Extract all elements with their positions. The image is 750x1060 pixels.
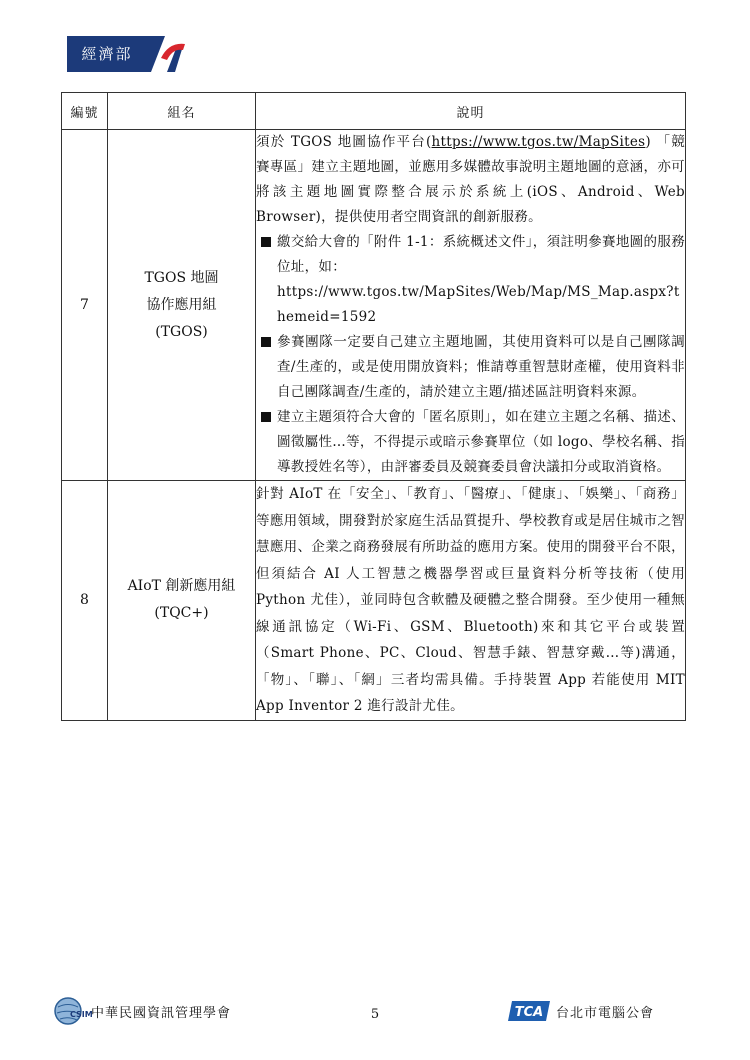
bullet1-url: https://www.tgos.tw/MapSites/Web/Map/MS_Map.aspx?themeid=1592: [277, 284, 680, 325]
row7-group-line3: (TGOS): [155, 323, 208, 340]
header-no: 編號: [62, 93, 108, 130]
row8-group-line1: AIoT 創新應用組: [127, 578, 236, 595]
table-row-7: [62, 130, 686, 481]
row7-intro-pre: 須於 TGOS 地圖協作平台(: [256, 134, 432, 150]
bullet2-text: 參賽團隊一定要自己建立主題地圖，其使用資料可以是自己團隊調查/生產的，或是使用開放資料；惟請尊重智慧財產權，使用資料非自己團隊調查/生產的，請於建立主題/描述區註明資料來源。: [277, 334, 685, 400]
row7-desc: [256, 130, 686, 481]
row7-intro: [256, 130, 685, 230]
list-item: [256, 230, 685, 330]
csim-org-name: 中華民國資訊管理學會: [91, 1005, 232, 1021]
row7-group-line1: TGOS 地圖: [144, 269, 219, 286]
row8-no: 8: [62, 481, 108, 721]
table-row-8: [62, 481, 686, 721]
page-number: 5: [370, 1007, 380, 1022]
table-header-row: [62, 93, 686, 130]
list-item: [256, 330, 685, 405]
tca-logo-text: TCA: [514, 1005, 544, 1020]
header-group: 組名: [108, 93, 256, 130]
tgos-link[interactable]: https://www.tgos.tw/MapSites: [431, 134, 646, 150]
row7-no: 7: [62, 130, 108, 481]
row8-group-line2: (TQC+): [154, 605, 209, 622]
ministry-logo-text: 經濟部: [67, 36, 147, 72]
list-item: [256, 405, 685, 480]
row7-intro-post: ) 「競賽專區」建立主題地圖，並應用多媒體故事說明主題地圖的意涵，亦可將該主題地圖實際整合展示於系統上(iOS、Android、Web Browser)，提供使用者空間資訊的創新服務。: [256, 134, 685, 225]
tca-org-name: 台北市電腦公會: [556, 1005, 655, 1021]
ministry-emblem-icon: [147, 36, 185, 72]
row8-desc: [256, 481, 686, 721]
row7-group-line2: 協作應用組: [146, 296, 217, 313]
row8-group: [108, 481, 256, 721]
row8-desc-text: 針對 AIoT 在「安全」、「教育」、「醫療」、「健康」、「娛樂」、「商務」等應用領域，開發對於家庭生活品質提升、學校教育或是居住城市之智慧應用、企業之商務發展有所助益的應用方案。使用的開發平台不限，但須結合 AI 人工智慧之機器學習或巨量資料分析等技術（使用 Python 尤佳），並同時包含軟體及硬體之整合開發。至少使用一種無線通訊協定（Wi-Fi、GSM、Bluetooth)來和其它平台或裝置（Smart Phone、PC、Cloud、智慧手錶、智慧穿戴…等)溝通，「物」、「聯」、「網」三者均需具備。手持裝置 App 若能使用 MIT App Inventor 2 進行設計尤佳。: [256, 486, 685, 714]
competition-table: [61, 92, 686, 721]
row7-bullets: [256, 230, 685, 480]
bullet1-text: 繳交給大會的「附件 1-1：系統概述文件」，須註明參賽地圖的服務位址，如：: [277, 234, 685, 275]
csim-logo-text: CSIM: [70, 1010, 93, 1019]
header-desc: 說明: [256, 93, 686, 130]
bullet3-text: 建立主題須符合大會的「匿名原則」，如在建立主題之名稱、描述、圖徵屬性…等，不得提示或暗示參賽單位（如 logo、學校名稱、指導教授姓名等），由評審委員及競賽委員會決議扣分或取消資格。: [277, 409, 685, 475]
footer-right: [506, 996, 654, 1026]
ministry-logo: [67, 36, 185, 72]
row7-group: [108, 130, 256, 481]
tca-logo-icon: [506, 999, 552, 1023]
